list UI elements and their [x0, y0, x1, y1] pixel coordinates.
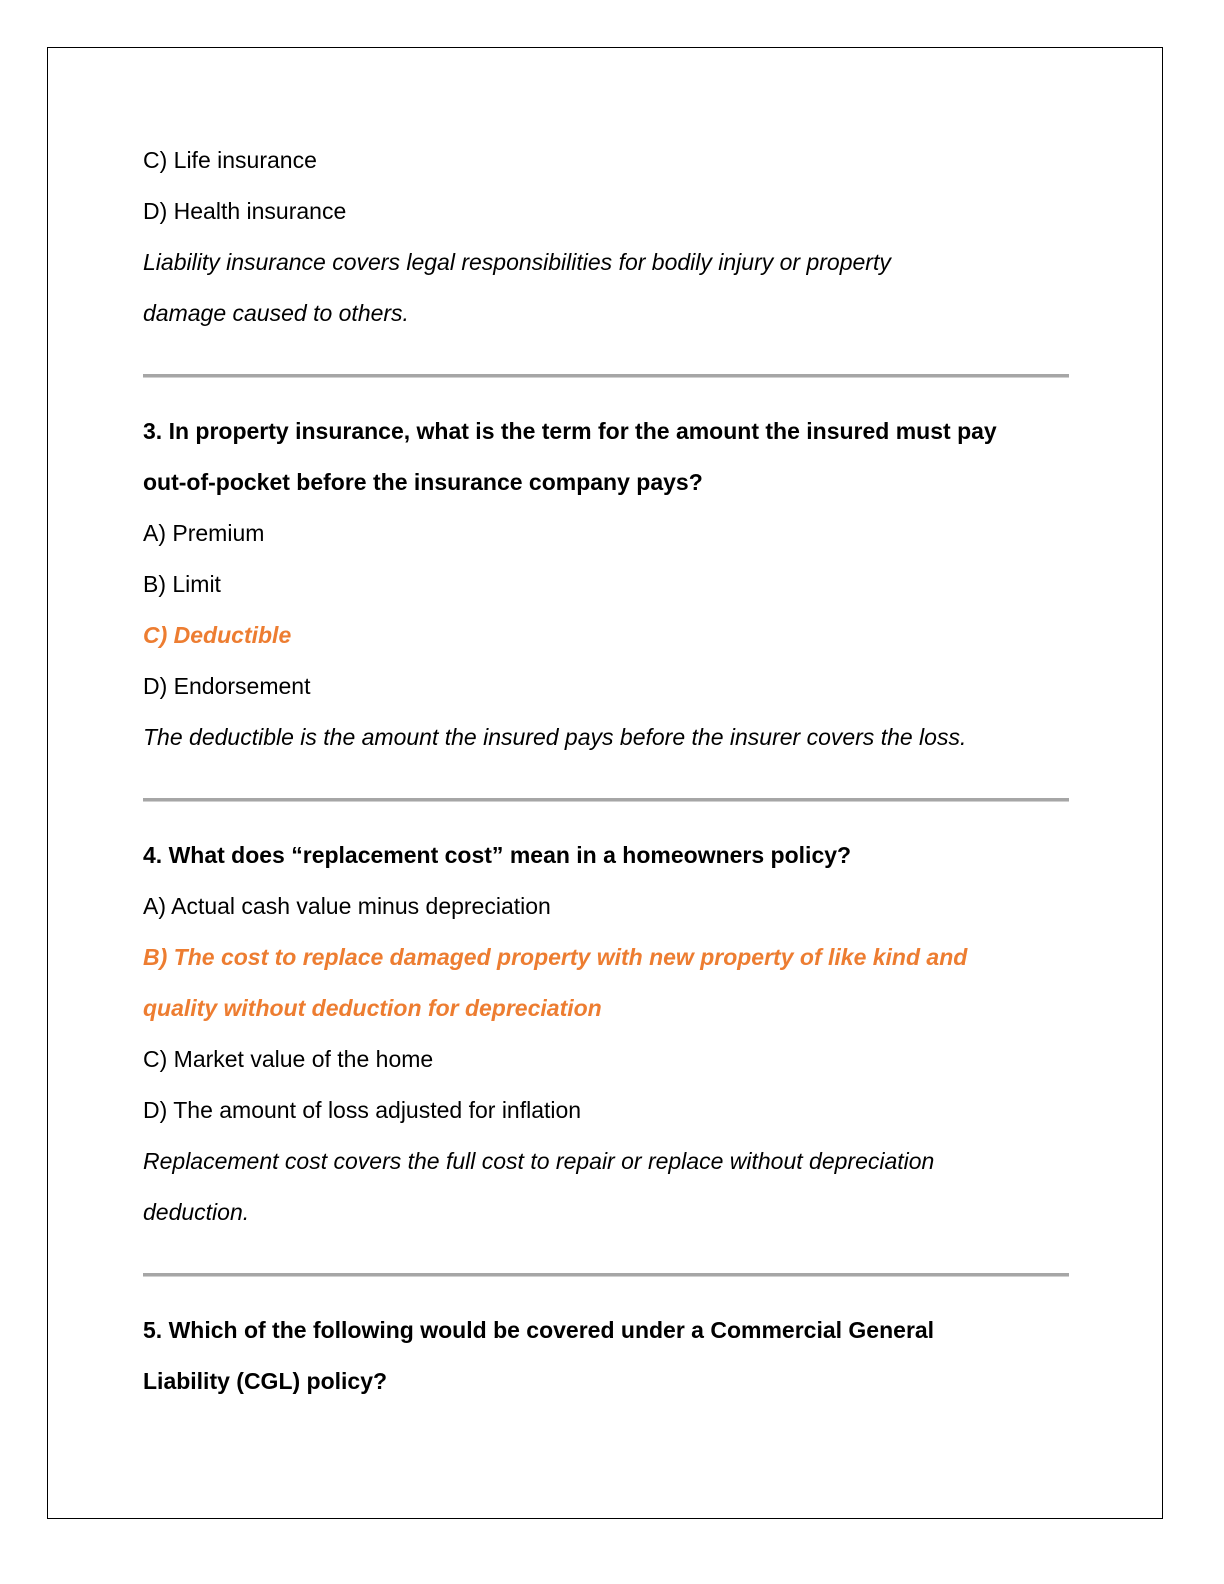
q3-option-b: B) Limit	[143, 571, 221, 597]
q4-option-b-correct-line-2: quality without deduction for depreciation	[143, 995, 602, 1021]
q3-option-d: D) Endorsement	[143, 673, 311, 699]
q2-explanation-line-1: Liability insurance covers legal responsibilities for bodily injury or property	[143, 249, 891, 275]
q4-explanation-line-1: Replacement cost covers the full cost to repair or replace without depreciation	[143, 1148, 935, 1174]
q4-question: 4. What does “replacement cost” mean in a homeowners policy?	[143, 842, 852, 868]
q2-option-d: D) Health insurance	[143, 198, 347, 224]
q3-explanation: The deductible is the amount the insured pays before the insurer covers the loss.	[143, 724, 967, 750]
q3-question-line-1: 3. In property insurance, what is the term for the amount the insured must pay	[143, 418, 997, 444]
q3-option-c-correct: C) Deductible	[143, 622, 292, 648]
q4-option-c: C) Market value of the home	[143, 1046, 434, 1072]
q4-option-d: D) The amount of loss adjusted for inflation	[143, 1097, 582, 1123]
q2-option-c: C) Life insurance	[143, 147, 317, 173]
q5-question-line-2: Liability (CGL) policy?	[143, 1368, 388, 1394]
q4-option-a: A) Actual cash value minus depreciation	[143, 893, 551, 919]
q5-question-line-1: 5. Which of the following would be covered under a Commercial General	[143, 1317, 935, 1343]
document-content	[143, 135, 1073, 1407]
q4-explanation-line-2: deduction.	[143, 1199, 250, 1225]
q4-option-b-correct-line-1: B) The cost to replace damaged property with new property of like kind and	[143, 944, 968, 970]
q2-explanation-line-2: damage caused to others.	[143, 300, 409, 326]
q3-question-line-2: out-of-pocket before the insurance company pays?	[143, 469, 703, 495]
q3-option-a: A) Premium	[143, 520, 265, 546]
